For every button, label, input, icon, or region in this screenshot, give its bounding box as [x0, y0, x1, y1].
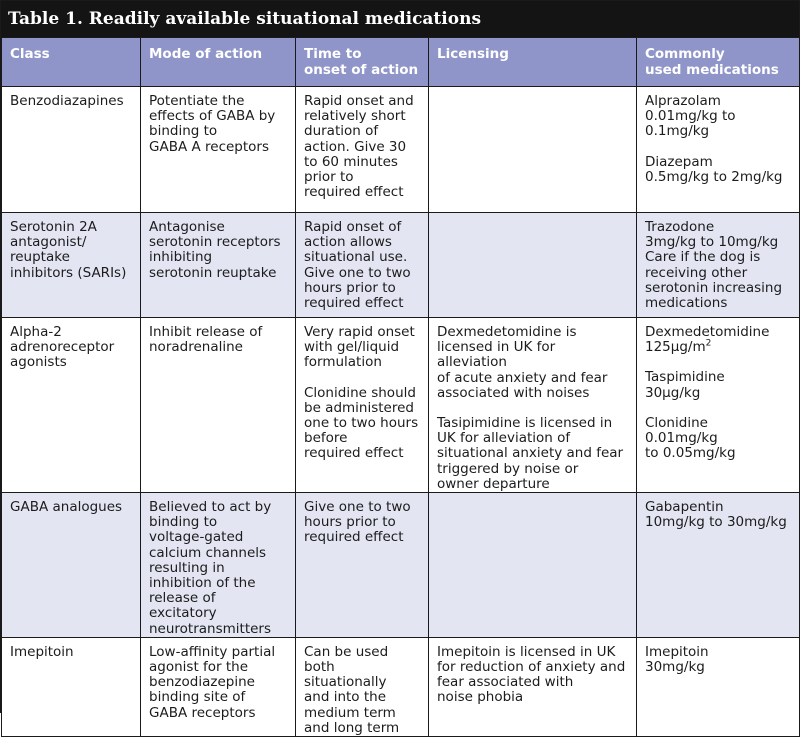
cell-medications: Dexmedetomidine $125\mu g/m^2$ Taspimidine 30μg/kg Clonidine 0.01mg/kg to 0.05mg/kg	[637, 318, 800, 493]
cell-mode: Low-affinity partial agonist for the benzodiazepine binding site of GABA receptors	[141, 637, 296, 736]
cell-class: GABA analogues	[2, 493, 141, 638]
table-title: Table 1. Readily available situational medications	[1, 1, 799, 37]
cell-onset: Rapid onset and relatively short duration of action. Give 30 to 60 minutes prior to required effect	[296, 87, 429, 213]
table-row-imepitoin	[2, 637, 800, 736]
cell-onset: Very rapid onset with gel/liquid formulation Clonidine should be administered one to two hours before required effect	[296, 318, 429, 493]
table-row-alpha2	[2, 318, 800, 493]
cell-onset: Give one to two hours prior to required effect	[296, 493, 429, 638]
cell-medications: Gabapentin 10mg/kg to 30mg/kg	[637, 493, 800, 638]
cell-onset: Rapid onset of action allows situational use. Give one to two hours prior to required effect	[296, 213, 429, 318]
med-dose: 125μg/m	[645, 339, 706, 356]
cell-mode: Inhibit release of noradrenaline	[141, 318, 296, 493]
cell-licensing	[429, 213, 637, 318]
cell-licensing	[429, 87, 637, 213]
cell-mode: Antagonise serotonin receptors inhibiting serotonin reuptake	[141, 213, 296, 318]
cell-onset: Can be used both situationally and into the medium term and long term	[296, 637, 429, 736]
cell-licensing: Imepitoin is licensed in UK for reduction of anxiety and fear associated with noise phobia	[429, 637, 637, 736]
header-licensing: Licensing	[429, 38, 637, 87]
header-time-to-onset: Time to onset of action	[296, 38, 429, 87]
cell-medications: Imepitoin 30mg/kg	[637, 637, 800, 736]
dose-superscript: 2	[705, 338, 712, 349]
cell-mode: Believed to act by binding to voltage-gated calcium channels resulting in inhibition of the release of excitatory neurotransmitters	[141, 493, 296, 638]
table-row-gaba-analogues	[2, 493, 800, 638]
cell-mode: Potentiate the effects of GABA by binding to GABA A receptors	[141, 87, 296, 213]
med-name: Dexmedetomidine	[645, 324, 770, 340]
cell-class: Benzodiazapines	[2, 87, 141, 213]
header-common-medications: Commonly used medications	[637, 38, 800, 87]
header-mode-of-action: Mode of action	[141, 38, 296, 87]
cell-class: Serotonin 2A antagonist/ reuptake inhibitors (SARIs)	[2, 213, 141, 318]
cell-licensing	[429, 493, 637, 638]
cell-medications: Alprazolam 0.01mg/kg to 0.1mg/kg Diazepam 0.5mg/kg to 2mg/kg	[637, 87, 800, 213]
table-row-saris	[2, 213, 800, 318]
header-class: Class	[2, 38, 141, 87]
medications-table	[1, 37, 800, 737]
table-row-benzodiazapines	[2, 87, 800, 213]
header-row	[2, 38, 800, 87]
cell-class: Imepitoin	[2, 637, 141, 736]
cell-medications: Trazodone 3mg/kg to 10mg/kg Care if the dog is receiving other serotonin increasing medications	[637, 213, 800, 318]
cell-licensing: Dexmedetomidine is licensed in UK for alleviation of acute anxiety and fear associated with noises Tasipimidine is licensed in UK for alleviation of situational anxiety and fear triggered by noise or owner departure	[429, 318, 637, 493]
cell-class: Alpha-2 adrenoreceptor agonists	[2, 318, 141, 493]
